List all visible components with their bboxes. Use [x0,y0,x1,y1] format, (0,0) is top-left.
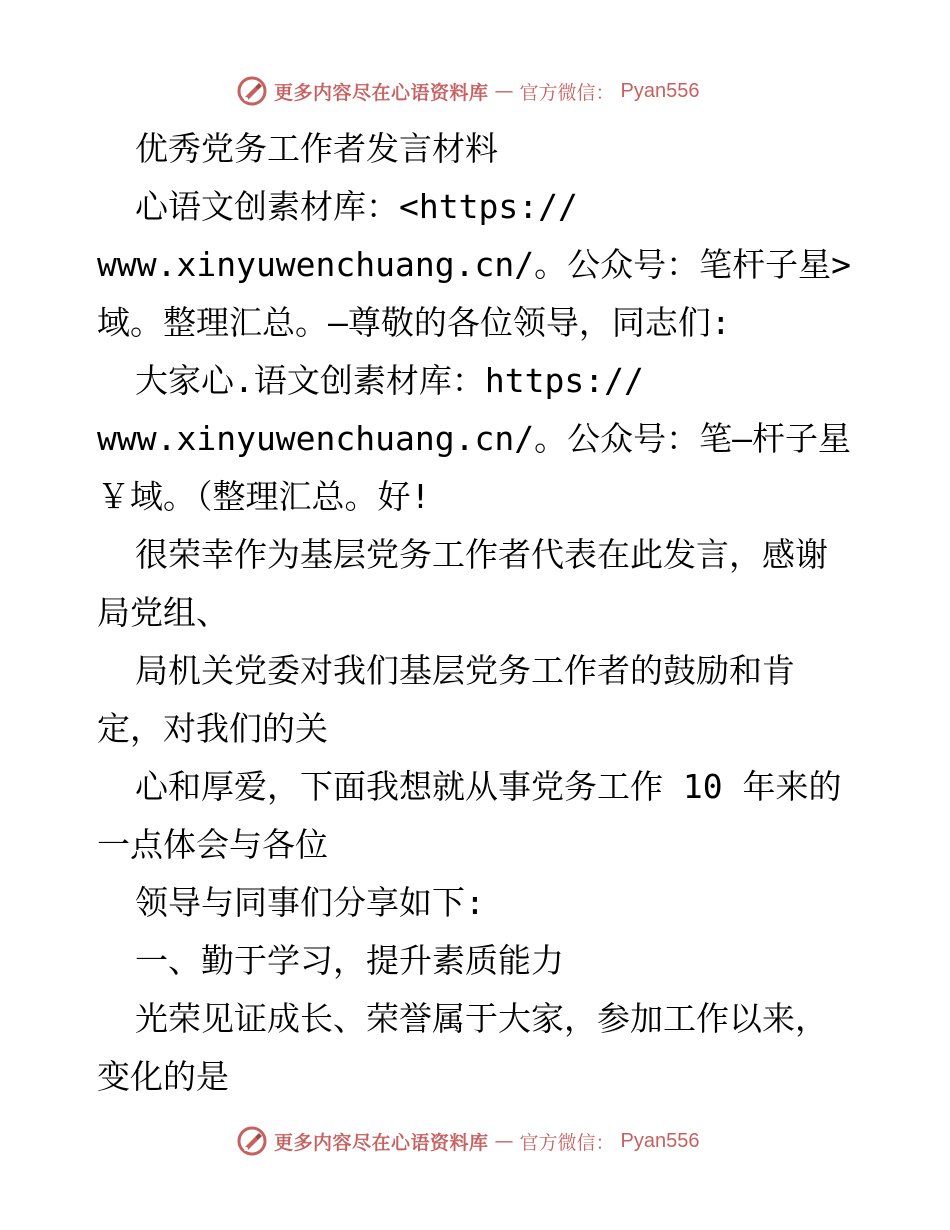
body-line: www.xinyuwenchuang.cn/。公众号：笔—杆子星 [97,419,851,458]
body-line: 领导与同事们分享如下: [135,883,485,922]
body-line: 心和厚爱，下面我想就从事党务工作 10 年来的 [135,767,842,806]
body-line: ￥域。（整理汇总。好! [97,477,431,516]
banner-wechat-label: 官方微信： [519,1131,615,1154]
document-body [97,120,867,1106]
body-line: 定，对我们的关 [97,709,328,748]
body-line: 变化的是 [97,1057,229,1096]
body-line: 大家心.语文创素材库：https:// [135,361,644,400]
banner-wechat-id: Pyan556 [620,79,700,102]
body-line: 局机关党委对我们基层党务工作者的鼓励和肯 [135,651,795,690]
body-line: 一点体会与各位 [97,825,328,864]
document-title: 优秀党务工作者发言材料 [135,129,498,168]
fountain-pen-logo-icon [236,1125,268,1157]
body-line: 光荣见证成长、荣誉属于大家，参加工作以来， [135,999,828,1038]
body-line: www.xinyuwenchuang.cn/。公众号：笔杆子星> [97,245,851,284]
body-line: 局党组、 [97,593,229,632]
banner-text: 更多内容尽在心语资料库 [274,1131,489,1154]
banner-dash: — [494,80,514,102]
banner-dash: — [494,1130,514,1152]
banner-wechat-id: Pyan556 [620,1129,700,1152]
fountain-pen-logo-icon [236,75,268,107]
banner-wechat-label: 官方微信： [519,81,615,104]
header-banner [236,74,700,108]
banner-text: 更多内容尽在心语资料库 [274,81,489,104]
footer-banner [236,1124,700,1158]
body-line: 很荣幸作为基层党务工作者代表在此发言，感谢 [135,535,828,574]
section-heading: 一、勤于学习，提升素质能力 [135,941,564,980]
body-line: 心语文创素材库：<https:// [135,187,578,226]
body-line: 域。整理汇总。—尊敬的各位领导，同志们: [97,303,731,342]
